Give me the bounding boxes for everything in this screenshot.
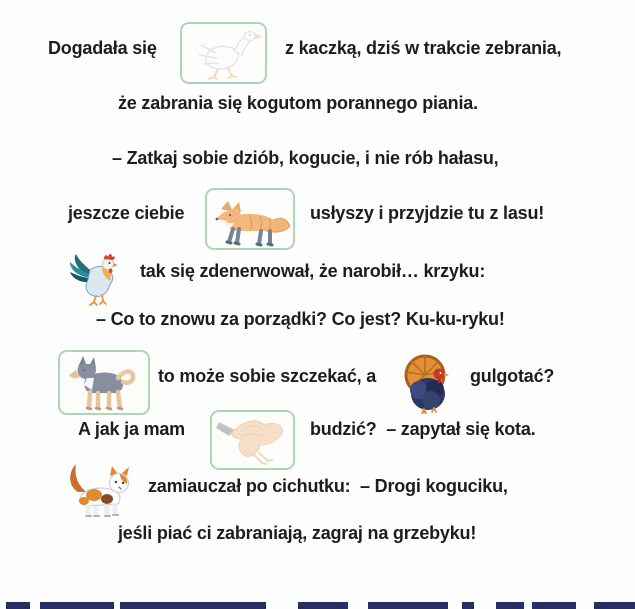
poem-line5: tak się zdenerwował, że narobił… krzyku: bbox=[140, 261, 486, 281]
cat-image bbox=[62, 458, 134, 518]
goose-picture-box bbox=[180, 22, 267, 84]
poem-line8-before: A jak ja mam bbox=[78, 419, 185, 439]
poem-line7-after: gulgotać? bbox=[470, 366, 555, 386]
bottom-scan-edge bbox=[0, 601, 635, 609]
poem-line9: zamiauczał po cichutku: – Drogi koguciku, bbox=[148, 476, 508, 496]
turkey-image bbox=[402, 352, 454, 414]
dog-picture-box bbox=[58, 350, 150, 415]
rooster-picture bbox=[66, 248, 120, 308]
dog-image bbox=[61, 354, 147, 412]
poem-line2: że zabrania się kogutom porannego piania. bbox=[118, 93, 478, 113]
fox-picture-box bbox=[205, 188, 295, 250]
poem-line4-after: usłyszy i przyjdzie tu z lasu! bbox=[310, 203, 545, 223]
rooster-image bbox=[68, 250, 118, 306]
hen-picture-box bbox=[210, 410, 295, 470]
fox-image bbox=[208, 191, 292, 247]
poem-line7-before: to może sobie szczekać, a bbox=[158, 366, 377, 386]
poem-line4-before: jeszcze ciebie bbox=[68, 203, 185, 223]
poem-line1-before: Dogadała się bbox=[48, 38, 157, 58]
goose-image bbox=[184, 25, 264, 81]
turkey-picture bbox=[400, 350, 456, 416]
poem-line3: – Zatkaj sobie dziób, kogucie, i nie rób hałasu, bbox=[112, 148, 499, 168]
poem-line1-after: z kaczką, dziś w trakcie zebrania, bbox=[285, 38, 562, 58]
poem-line10: jeśli piać ci zabraniają, zagraj na grzebyku! bbox=[118, 523, 477, 543]
hen-image bbox=[214, 413, 292, 467]
cat-picture bbox=[60, 456, 136, 520]
poem-line8-after: budzić? – zapytał się kota. bbox=[310, 419, 536, 439]
poem-line6: – Co to znowu za porządki? Co jest? Ku-ku-ryku! bbox=[96, 309, 505, 329]
